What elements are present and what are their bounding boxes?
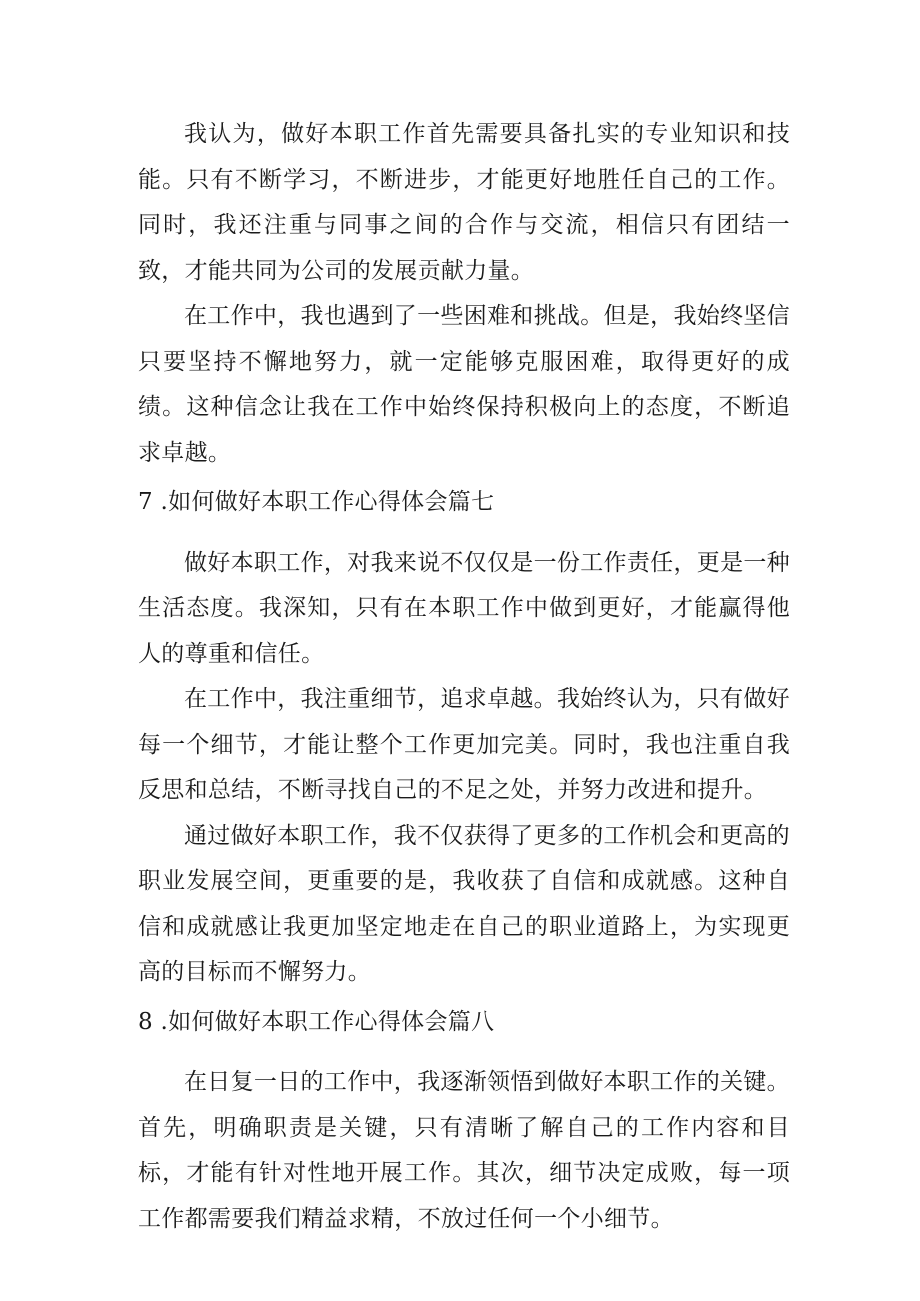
paragraph: 在日复一日的工作中，我逐渐领悟到做好本职工作的关键。首先，明确职责是关键，只有清晰了解自己的工作内容和目标，才能有针对性地开展工作。其次，细节决定成败，每一项工作都需要我们精益求精，不放过任何一个小细节。 — [138, 1069, 790, 1232]
section-heading-7: 7 .如何做好本职工作心得体会篇七 — [138, 489, 495, 515]
paragraph: 我认为，做好本职工作首先需要具备扎实的专业知识和技能。只有不断学习，不断进步，才能更好地胜任自己的工作。同时，我还注重与同事之间的合作与交流，相信只有团结一致，才能共同为公司的发展贡献力量。 — [138, 121, 790, 284]
section-heading-8: 8 .如何做好本职工作心得体会篇八 — [138, 1008, 495, 1035]
paragraph: 做好本职工作，对我来说不仅仅是一份工作责任，更是一种生活态度。我深知，只有在本职工作中做到更好，才能赢得他人的尊重和信任。 — [138, 549, 790, 667]
paragraph: 在工作中，我注重细节，追求卓越。我始终认为，只有做好每一个细节，才能让整个工作更加完美。同时，我也注重自我反思和总结，不断寻找自己的不足之处，并努力改进和提升。 — [138, 686, 790, 803]
paragraph: 在工作中，我也遇到了一些困难和挑战。但是，我始终坚信只要坚持不懈地努力，就一定能够克服困难，取得更好的成绩。这种信念让我在工作中始终保持积极向上的态度，不断追求卓越。 — [138, 303, 790, 466]
document-page — [138, 112, 790, 1242]
paragraph: 通过做好本职工作，我不仅获得了更多的工作机会和更高的职业发展空间，更重要的是，我收获了自信和成就感。这种自信和成就感让我更加坚定地走在自己的职业道路上，为实现更高的目标而不懈努力。 — [138, 822, 790, 985]
